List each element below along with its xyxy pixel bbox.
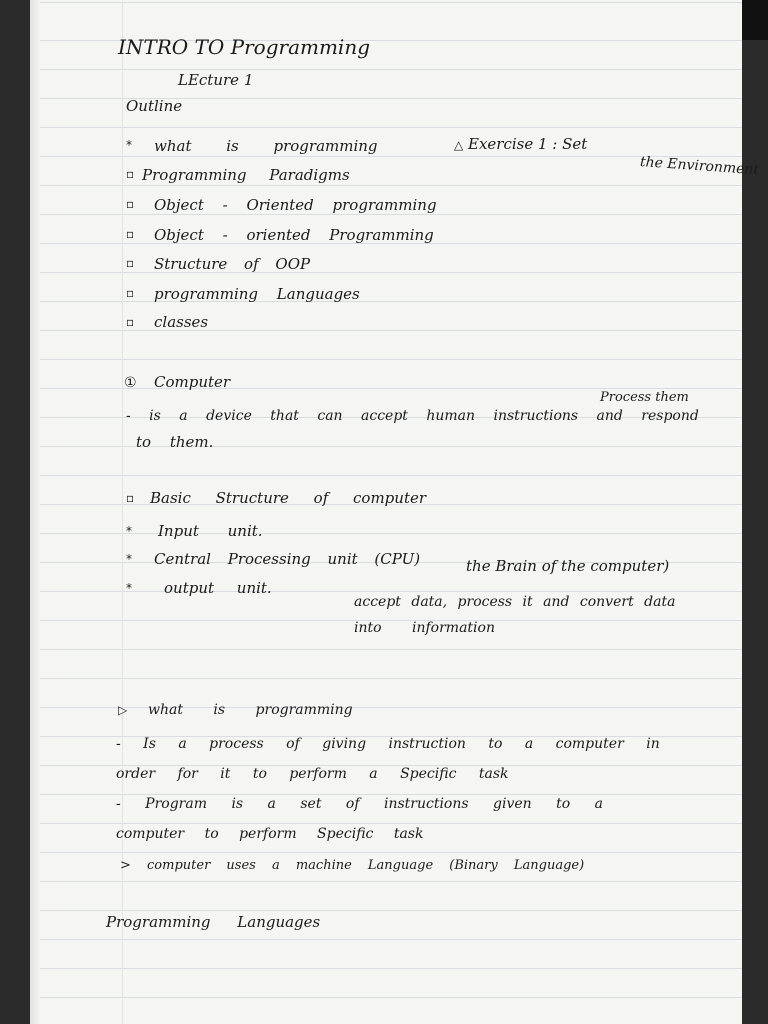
box-bullet: ▫ — [126, 167, 135, 181]
outline-item: Object - oriented Programming — [154, 226, 434, 244]
box-bullet: ▫ — [126, 256, 135, 270]
programming-line: - Is a process of giving instruction to a computer in — [116, 736, 660, 752]
programming-line: > computer uses a machine Language (Binary Language) — [120, 858, 585, 873]
circle-one-bullet: ① — [124, 375, 137, 391]
outline-item: programming Languages — [154, 285, 360, 303]
star-bullet: * — [126, 524, 132, 538]
page-title: INTRO TO Programming — [118, 35, 371, 59]
box-bullet: ▫ — [126, 227, 135, 241]
star-bullet: * — [126, 552, 132, 566]
programming-languages-heading: Programming Languages — [106, 913, 321, 931]
cpu-description: accept data, process it and convert data — [354, 594, 676, 610]
cpu-description-cont: into information — [354, 620, 495, 636]
box-bullet: ▫ — [126, 315, 135, 329]
programming-line: computer to perform Specific task — [116, 826, 424, 842]
computer-definition: - is a device that can accept human instructions and respond — [126, 408, 699, 424]
notebook-page — [30, 0, 760, 1024]
structure-item: output unit. — [164, 579, 272, 597]
star-bullet: * — [126, 581, 132, 595]
basic-structure-heading: Basic Structure of computer — [150, 489, 427, 507]
computer-definition-cont: to them. — [136, 433, 214, 451]
structure-item: Input unit. — [158, 522, 263, 540]
structure-item: Central Processing unit (CPU) — [154, 550, 421, 568]
exercise-note-cont: the Environment — [639, 154, 760, 179]
box-bullet: ▫ — [126, 491, 135, 505]
triangle-bullet: △ — [454, 138, 464, 152]
programming-line: order for it to perform a Specific task — [116, 766, 509, 782]
star-bullet: * — [126, 138, 132, 152]
exercise-note: Exercise 1 : Set — [468, 135, 588, 153]
outline-item: classes — [154, 313, 209, 331]
cpu-note: the Brain of the computer) — [466, 557, 670, 575]
outline-heading: Outline — [126, 97, 183, 115]
outline-item: Programming Paradigms — [142, 166, 350, 184]
computer-heading: Computer — [154, 373, 231, 391]
outline-item: Structure of OOP — [154, 255, 311, 273]
box-bullet: ▫ — [126, 197, 135, 211]
lecture-label: LEcture 1 — [178, 71, 254, 89]
outline-item: what is programming — [154, 137, 378, 155]
outline-item: Object - Oriented programming — [154, 196, 437, 214]
programming-line: - Program is a set of instructions given to a — [116, 796, 603, 812]
triangle-bullet: ▷ — [118, 703, 128, 717]
programming-heading: what is programming — [148, 702, 353, 718]
box-bullet: ▫ — [126, 286, 135, 300]
computer-note: Process them — [600, 390, 689, 405]
